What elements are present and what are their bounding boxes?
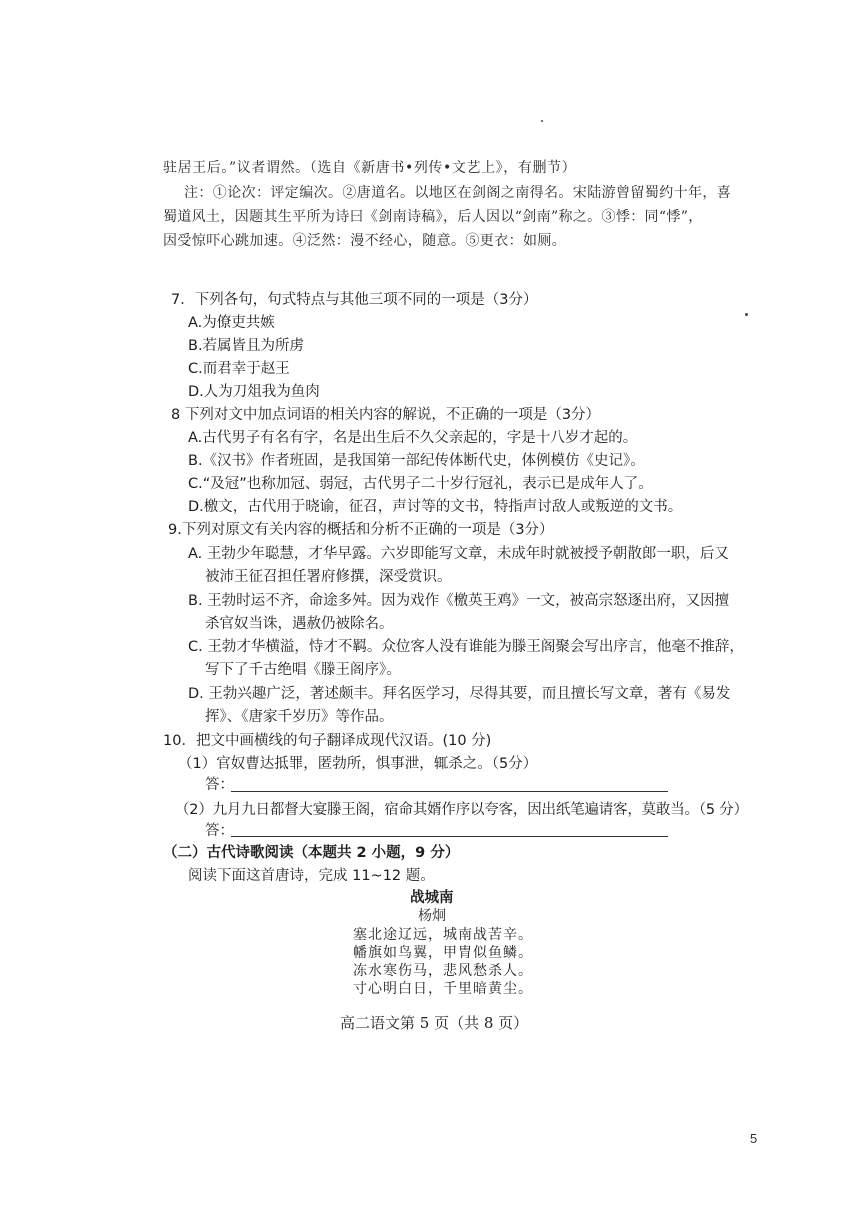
- answer-blank-1[interactable]: [231, 791, 668, 792]
- poem-line: 寸心明白日，千里暗黄尘。: [353, 981, 533, 997]
- question-8-option-a: A.古代男子有名有字，名是出生后不久父亲起的，字是十八岁才起的。: [188, 430, 638, 446]
- question-10-sentence-1: （1）官奴曹达抵罪，匿勃所，惧事泄，辄杀之。（5分）: [178, 756, 538, 772]
- scan-speck: [745, 313, 748, 316]
- question-8-stem: 8 下列对文中加点词语的相关内容的解说，不正确的一项是（3分）: [171, 407, 601, 423]
- answer-label-1: 答：: [205, 777, 234, 793]
- question-7-option-b: B.若属皆且为所虏: [188, 338, 305, 354]
- question-8-option-d: D.檄文，古代用于晓谕，征召，声讨等的文书，特指声讨敌人或叛逆的文书。: [188, 499, 683, 515]
- question-9-stem: 9.下列对原文有关内容的概括和分析不正确的一项是（3分）: [168, 522, 554, 538]
- question-9-option-a: A. 王勃少年聪慧，才华早露。六岁即能写文章，未成年时就被授予朝散郎一职，后又: [188, 546, 729, 562]
- question-9-option-d-cont: 挥》、《唐家千岁历》等作品。: [205, 709, 394, 725]
- question-9-option-a-cont: 被沛王征召担任署府修撰，深受赏识。: [205, 569, 452, 585]
- question-8-option-b: B.《汉书》作者班固，是我国第一部纪传体断代史，体例模仿《史记》。: [188, 453, 645, 469]
- source-citation: 驻居王后。”议者谓然。（选自《新唐书•列传•文艺上》，有删节）: [163, 160, 577, 176]
- section-heading: （二）古代诗歌阅读（本题共 2 小题，9 分）: [163, 845, 460, 861]
- question-9-option-c-cont: 写下了千古绝唱《滕王阁序》。: [205, 662, 401, 678]
- poem-line: 幡旗如鸟翼，甲胄似鱼鳞。: [353, 945, 533, 961]
- answer-label-2: 答：: [205, 823, 234, 839]
- question-8-option-c: C.“及冠”也称加冠、弱冠，古代男子二十岁行冠礼，表示已是成年人了。: [188, 476, 653, 492]
- question-7-option-c: C.而君幸于赵王: [188, 361, 290, 377]
- annotation-line: 因受惊吓心跳加速。④泛然：漫不经心，随意。⑤更衣：如厕。: [163, 233, 567, 249]
- question-9-option-b: B. 王勃时运不齐，命途多舛。因为戏作《檄英王鸡》一文，被高宗怒逐出府，又因擅: [188, 593, 730, 609]
- section-intro: 阅读下面这首唐诗，完成 11~12 题。: [188, 868, 435, 884]
- answer-blank-2[interactable]: [231, 836, 668, 837]
- question-9-option-b-cont: 杀官奴当诛，遇赦仍被除名。: [205, 616, 394, 632]
- question-10-stem: 10．把文中画横线的句子翻译成现代汉语。(10 分): [163, 733, 492, 749]
- question-10-sentence-2: （2）九月九日都督大宴滕王阁，宿命其婿作序以夸客，因出纸笔遍请客，莫敢当。（5 分）: [175, 802, 748, 818]
- question-7-option-a: A.为僚吏共嫉: [188, 315, 275, 331]
- poem-line: 塞北途辽远，城南战苦辛。: [353, 927, 533, 943]
- question-9-option-d: D. 王勃兴趣广泛，著述颇丰。拜名医学习，尽得其要，而且擅长写文章，著有《易发: [188, 686, 731, 702]
- poem-author: 杨炯: [418, 908, 446, 924]
- page-number: 5: [750, 1131, 758, 1146]
- question-7-stem: 7．下列各句，句式特点与其他三项不同的一项是（3分）: [171, 292, 538, 308]
- annotation-line: 注：①论次：评定编次。②唐道名。以地区在剑阁之南得名。宋陆游曾留蜀约十年，喜: [184, 185, 732, 201]
- question-9-option-c: C. 王勃才华横溢，恃才不羁。众位客人没有谁能为滕王阁聚会写出序言，他毫不推辞，: [188, 639, 744, 655]
- scan-speck: [541, 120, 543, 122]
- page-footer: 高二语文第 5 页（共 8 页）: [340, 1014, 529, 1032]
- poem-title: 战城南: [410, 890, 454, 906]
- annotation-line: 蜀道风土，因题其生平所为诗曰《剑南诗稿》，后人因以“剑南”称之。③悸：同“悸”，: [163, 209, 703, 225]
- question-7-option-d: D.人为刀俎我为鱼肉: [188, 384, 320, 400]
- poem-line: 冻水寒伤马，悲风愁杀人。: [353, 963, 533, 979]
